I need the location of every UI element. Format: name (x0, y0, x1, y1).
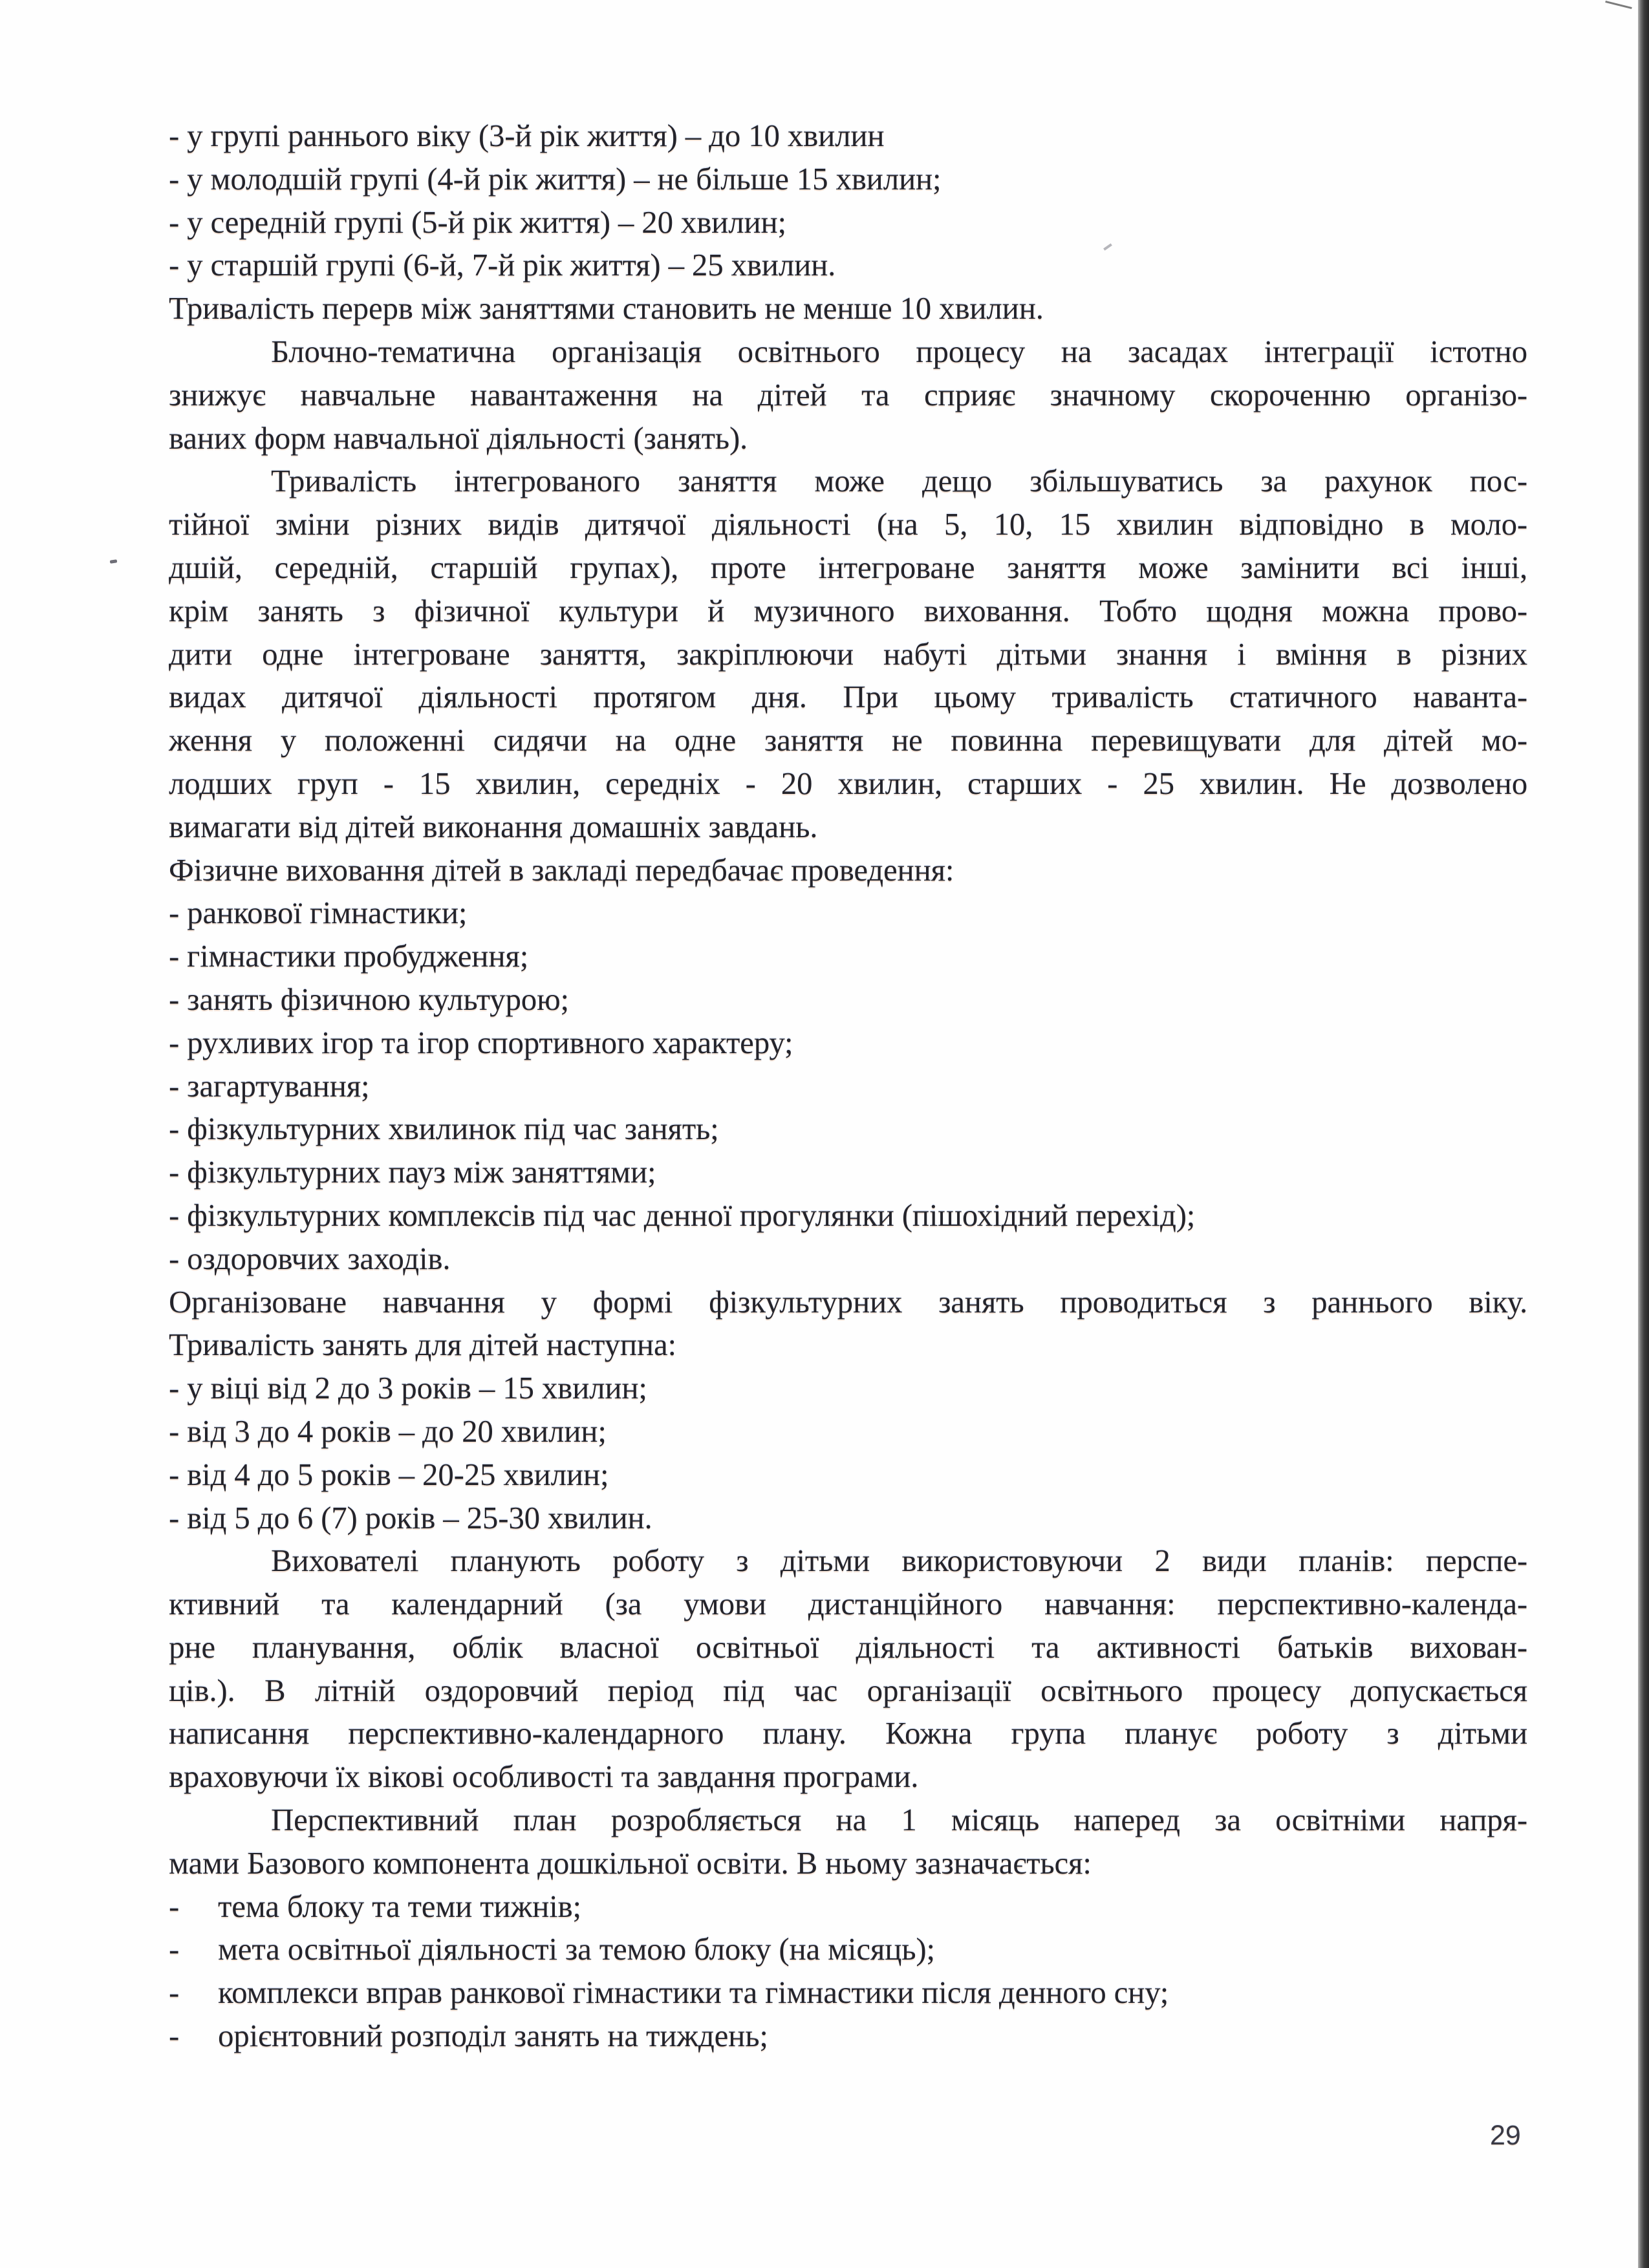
text-line: - загартування; (169, 1067, 370, 1104)
text-line: написання перспективно-календарного плану. Кожна група планує роботу з дітьми (169, 1715, 1527, 1751)
text-line: - у групі раннього віку (3-й рік життя) – до 10 хвилин (169, 118, 885, 153)
list-item-text: орієнтовний розподіл занять на тиждень; (218, 2018, 768, 2054)
text-line: - занять фізичною культурою; (169, 981, 569, 1017)
list-dash: - (169, 1974, 180, 2011)
text-line: рне планування, облік власної освітньої діяльності та активності батьків вихован- (169, 1629, 1527, 1665)
text-line: Тривалість інтегрованого заняття може дещо збільшуватись за рахунок пос- (271, 463, 1527, 499)
scanner-edge-band (1638, 0, 1649, 2268)
list-dash: - (169, 2018, 180, 2054)
text-line: - у старшій групі (6-й, 7-й рік життя) – 25 хвилин. (169, 247, 836, 283)
text-line: крім занять з фізичної культури й музичного виховання. Тобто щодня можна прово- (169, 592, 1527, 628)
text-line: ктивний та календарний (за умови дистанційного навчання: перспективно-календа- (169, 1586, 1527, 1622)
text-line: - ранкової гімнастики; (169, 895, 468, 931)
text-line: Перспективний план розробляється на 1 місяць наперед за освітніми напря- (271, 1802, 1527, 1838)
text-line: Блочно-тематична організація освітнього процесу на засадах інтеграції істотно (271, 333, 1527, 369)
text-line: ваних форм навчальної діяльності (занять). (169, 420, 748, 456)
text-line: - від 3 до 4 років – до 20 хвилин; (169, 1413, 607, 1449)
text-line: - фізкультурних хвилинок під час занять; (169, 1111, 719, 1147)
scan-artifact-corner (1605, 1, 1632, 9)
text-line: видах дитячої діяльності протягом дня. При цьому тривалість статичного наванта- (169, 679, 1527, 715)
list-item-text: комплекси вправ ранкової гімнастики та гімнастики після денного сну; (218, 1974, 1169, 2011)
text-line (169, 1885, 1527, 1929)
text-line: ців.). В літній оздоровчий період під час організації освітнього процесу допускається (169, 1672, 1527, 1708)
text-line: - у молодшій групі (4-й рік життя) – не більше 15 хвилин; (169, 160, 942, 197)
text-line: дити одне інтегроване заняття, закріплюючи набуті дітьми знання і вміння в різних (169, 636, 1527, 672)
text-line: - рухливих ігор та ігор спортивного характеру; (169, 1024, 793, 1060)
list-item-text: тема блоку та теми тижнів; (218, 1888, 581, 1924)
text-line: - оздоровчих заходів. (169, 1240, 451, 1276)
text-line: - фізкультурних комплексів під час денної прогулянки (пішохідний перехід); (169, 1197, 1196, 1233)
text-line: - у середній групі (5-й рік життя) – 20 хвилин; (169, 204, 786, 240)
text-line: - фізкультурних пауз між заняттями; (169, 1154, 656, 1190)
text-line: лодших груп - 15 хвилин, середніх - 20 хвилин, старших - 25 хвилин. Не дозволено (169, 765, 1527, 801)
text-line: - від 4 до 5 років – 20-25 хвилин; (169, 1456, 609, 1492)
text-line (169, 1928, 1527, 1971)
text-line: Тривалість перерв між заняттями становить не менше 10 хвилин. (169, 290, 1044, 326)
page-number: 29 (1490, 2120, 1521, 2151)
text-line: Тривалість занять для дітей наступна: (169, 1327, 676, 1363)
text-line (169, 2015, 1527, 2058)
text-line: враховуючи їх вікові особливості та завдання програми. (169, 1759, 919, 1795)
text-line: мами Базового компонента дошкільної освіти. В ньому зазначається: (169, 1845, 1092, 1881)
list-item-text: мета освітньої діяльності за темою блоку (на місяць); (218, 1931, 935, 1967)
text-line: Організоване навчання у формі фізкультурних занять проводиться з раннього віку. (169, 1283, 1527, 1320)
text-line: тійної зміни різних видів дитячої діяльності (на 5, 10, 15 хвилин відповідно в моло- (169, 506, 1527, 542)
text-line: Вихователі планують роботу з дітьми використовуючи 2 види планів: перспе- (271, 1543, 1527, 1579)
text-line: - гімнастики пробудження; (169, 938, 529, 974)
text-line: дшій, середній, старшій групах), проте інтегроване заняття може замінити всі інші, (169, 549, 1527, 585)
text-line: знижує навчальне навантаження на дітей та сприяє значному скороченню організо- (169, 376, 1527, 412)
list-dash: - (169, 1888, 180, 1924)
text-line: - у віці від 2 до 3 років – 15 хвилин; (169, 1370, 647, 1406)
text-line: - від 5 до 6 (7) років – 25-30 хвилин. (169, 1499, 652, 1535)
list-dash: - (169, 1931, 180, 1967)
scan-artifact-dot (110, 559, 118, 563)
text-line: вимагати від дітей виконання домашніх завдань. (169, 808, 818, 844)
text-line: ження у положенні сидячи на одне заняття не повинна перевищувати для дітей мо- (169, 722, 1527, 758)
text-line: Фізичне виховання дітей в закладі передбачає проведення: (169, 851, 954, 888)
text-line (169, 1971, 1527, 2015)
document-text (169, 114, 1527, 2058)
